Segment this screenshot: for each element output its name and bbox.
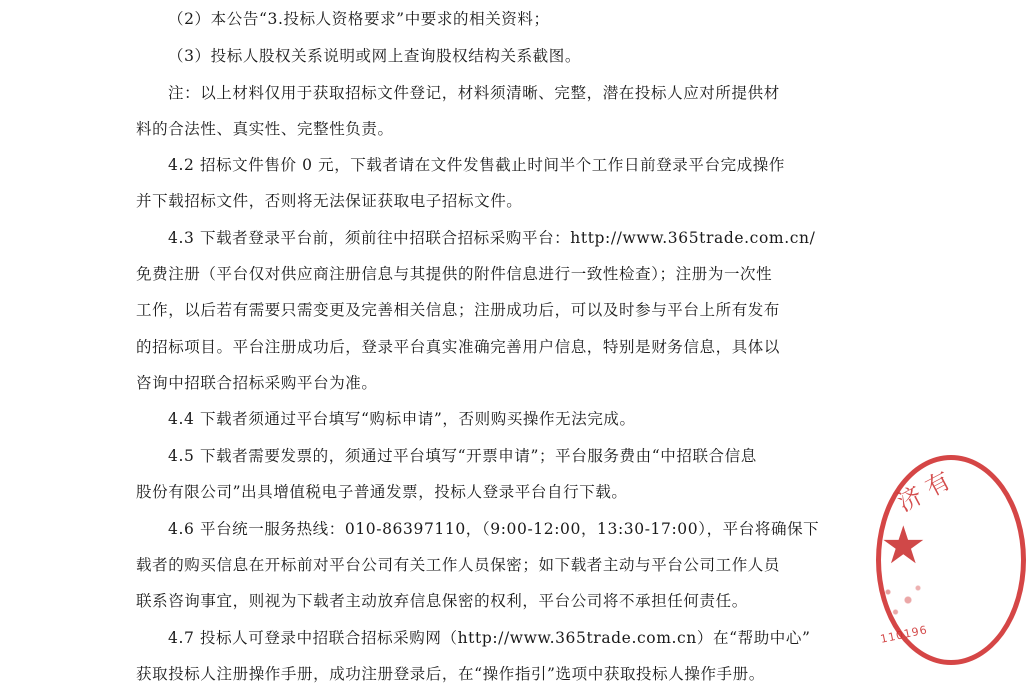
text-line: 股份有限公司”出具增值税电子普通发票，投标人登录平台自行下载。 [136,483,628,501]
text-line: 4.5 下载者需要发票的，须通过平台填写“开票申请”；平台服务费由“中招联合信息 [168,447,757,465]
seal-text: 济 有 [892,466,956,518]
text-line: 联系咨询事宜，则视为下载者主动放弃信息保密的权利，平台公司将不承担任何责任。 [136,592,748,610]
seal-ink-specks [878,580,928,620]
text-line: 免费注册（平台仅对供应商注册信息与其提供的附件信息进行一致性检查）；注册为一次性 [136,265,773,283]
text-line: （3）投标人股权关系说明或网上查询股权结构关系截图。 [168,47,581,65]
text-line: 4.4 下载者须通过平台填写“购标申请”，否则购买操作无法完成。 [168,410,636,428]
text-line: 料的合法性、真实性、完整性负责。 [136,120,394,138]
text-line: 获取投标人注册操作手册，成功注册登录后，在“操作指引”选项中获取投标人操作手册。 [136,665,765,683]
text-line: 载者的购买信息在开标前对平台公司有关工作人员保密；如下载者主动与平台公司工作人员 [136,556,781,574]
seal-number: 110196 [879,623,929,646]
text-line: 咨询中招联合招标采购平台为准。 [136,374,378,392]
text-line: （2）本公告“3.投标人资格要求”中要求的相关资料； [168,10,550,28]
text-line: 的招标项目。平台注册成功后，登录平台真实准确完善用户信息，特别是财务信息，具体以 [136,338,781,356]
text-line: 注：以上材料仅用于获取招标文件登记，材料须清晰、完整，潜在投标人应对所提供材 [168,84,780,102]
text-line: 4.6 平台统一服务热线：010-86397110，（9:00-12:00，13:30-17:00），平台将确保下 [168,520,820,538]
text-line: 并下载招标文件，否则将无法保证获取电子招标文件。 [136,192,523,210]
text-line: 工作，以后若有需要只需变更及完善相关信息；注册成功后，可以及时参与平台上所有发布 [136,301,781,319]
seal-star-icon: ★ [880,516,927,576]
text-line: 4.3 下载者登录平台前，须前往中招联合招标采购平台：http://www.365trade.com.cn/ [168,229,816,247]
text-line: 4.2 招标文件售价 0 元，下载者请在文件发售截止时间半个工作日前登录平台完成操作 [168,156,785,174]
text-line: 4.7 投标人可登录中招联合招标采购网（http://www.365trade.com.cn）在“帮助中心” [168,629,811,647]
